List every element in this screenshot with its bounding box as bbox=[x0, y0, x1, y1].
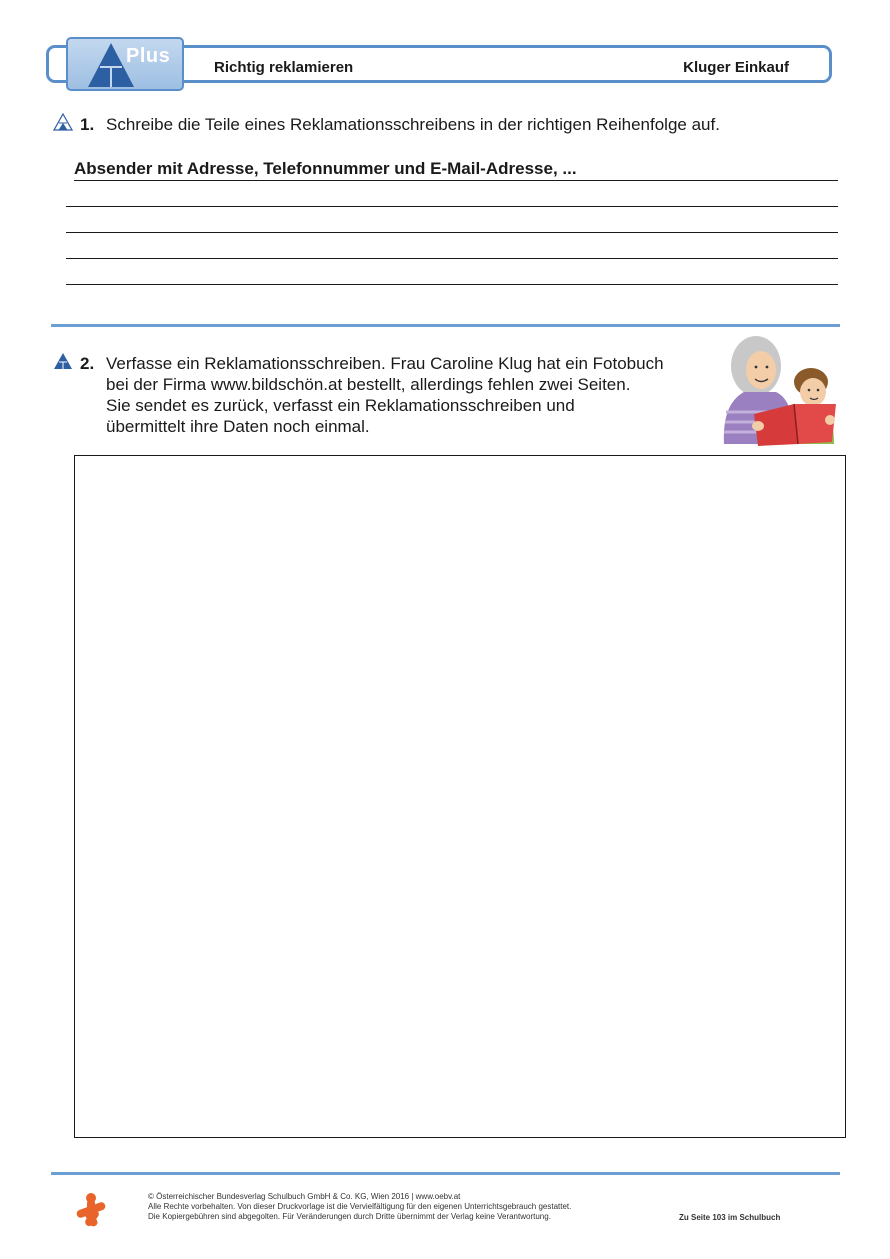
difficulty-level-icon bbox=[53, 352, 73, 370]
publisher-logo-icon bbox=[72, 1191, 110, 1229]
section-divider bbox=[51, 324, 840, 327]
task-2-line-4: übermittelt ihre Daten noch einmal. bbox=[106, 417, 370, 436]
writing-line[interactable] bbox=[66, 284, 838, 285]
task-2-number: 2. bbox=[80, 354, 95, 373]
worksheet-title: Richtig reklamieren bbox=[214, 59, 354, 76]
difficulty-level-icon bbox=[53, 113, 73, 131]
task-1-instruction: Schreibe die Teile eines Reklamationsschreibens in der richtigen Reihenfolge auf. bbox=[106, 115, 720, 134]
writing-line[interactable] bbox=[66, 206, 838, 207]
copyright-line: Die Kopiergebühren sind abgegolten. Für Veränderungen durch Dritte übernimmt der Verlag keine Verantwortung. bbox=[148, 1212, 551, 1221]
worksheet-topic: Kluger Einkauf bbox=[683, 59, 789, 76]
letter-answer-box[interactable] bbox=[74, 455, 846, 1138]
reading-illustration bbox=[714, 334, 844, 446]
task-2-line-3: Sie sendet es zurück, verfasst ein Reklamationsschreiben und bbox=[106, 396, 575, 415]
task-2-line-2: bei der Firma www.bildschön.at bestellt, allerdings fehlen zwei Seiten. bbox=[106, 375, 631, 394]
task-1-example-answer: Absender mit Adresse, Telefonnummer und E-Mail-Adresse, ... bbox=[74, 159, 577, 178]
copyright-line: Alle Rechte vorbehalten. Von dieser Druckvorlage ist die Vervielfältigung für den eigenen Unterrichtsgebrauch gestattet. bbox=[148, 1202, 572, 1211]
footer-divider bbox=[51, 1172, 840, 1175]
task-2-line-1: Verfasse ein Reklamationsschreiben. Frau Caroline Klug hat ein Fotobuch bbox=[106, 354, 664, 373]
writing-line[interactable] bbox=[66, 258, 838, 259]
copyright-notice bbox=[148, 1192, 571, 1222]
writing-line[interactable] bbox=[74, 180, 838, 181]
textbook-page-reference: Zu Seite 103 im Schulbuch bbox=[679, 1213, 781, 1222]
copyright-line: © Österreichischer Bundesverlag Schulbuch GmbH & Co. KG, Wien 2016 | www.oebv.at bbox=[148, 1192, 461, 1201]
logo-text: Plus bbox=[126, 45, 171, 67]
writing-line[interactable] bbox=[66, 232, 838, 233]
task-1-number: 1. bbox=[80, 115, 95, 134]
plus-logo bbox=[66, 37, 184, 91]
